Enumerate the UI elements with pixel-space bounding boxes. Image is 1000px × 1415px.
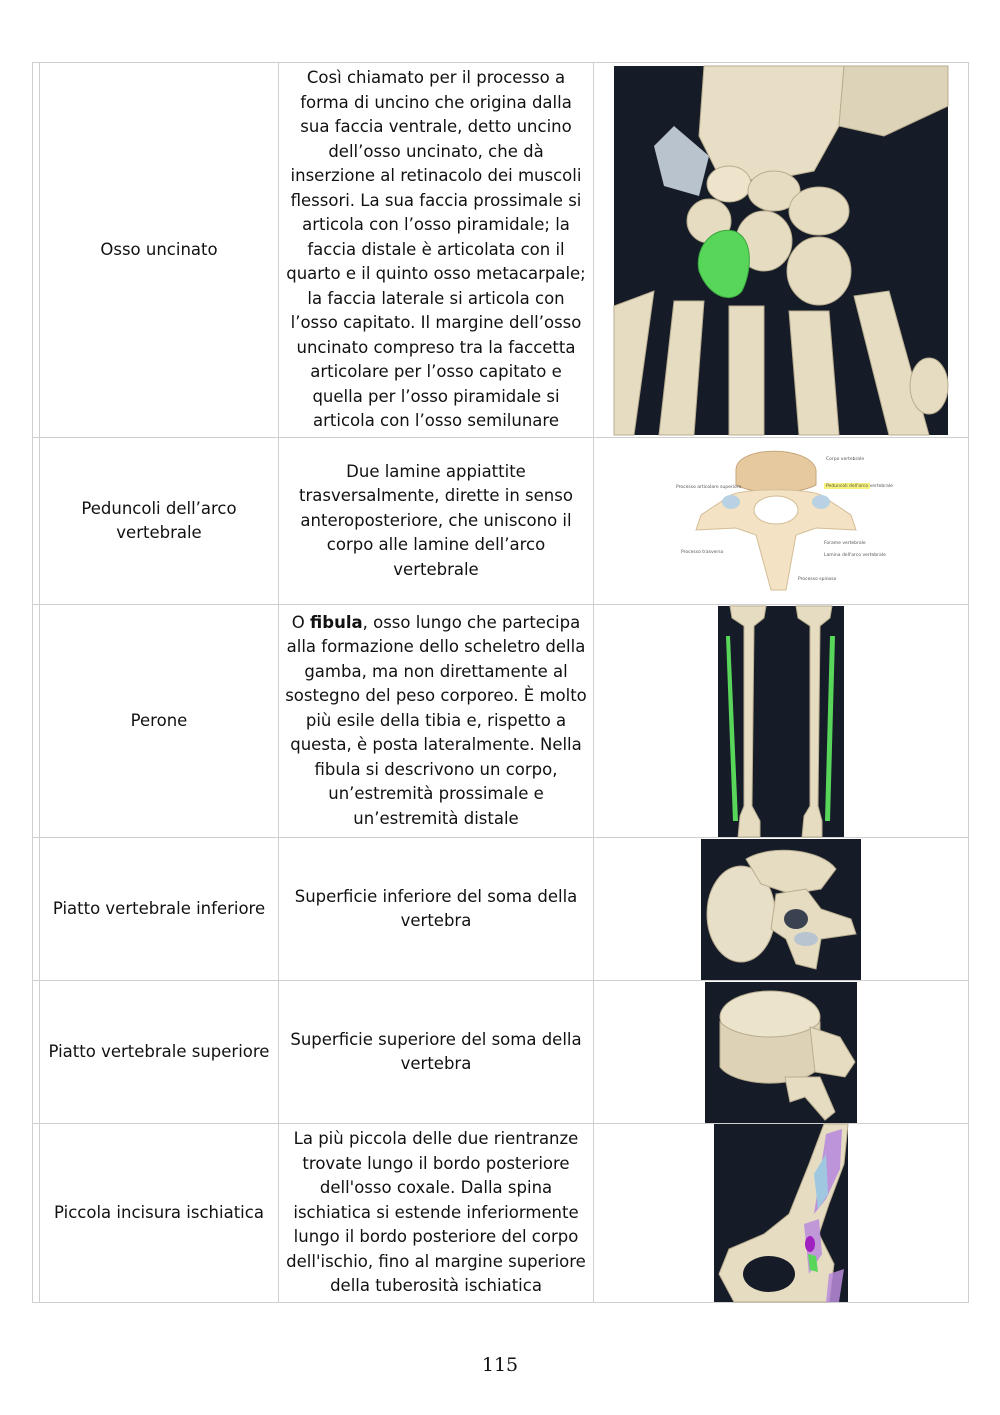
vertebra-inferior-illustration [701, 839, 861, 980]
table-row [33, 63, 969, 438]
label-processo-trasverso: Processo trasverso [681, 550, 724, 555]
label-lamina: Lamina dell'arco vertebrale [824, 553, 886, 558]
row-gutter [33, 438, 40, 605]
vertebra-superior-illustration [705, 982, 857, 1123]
label-corpo-vertebrale: Corpo vertebrale [826, 457, 865, 462]
row-gutter [33, 1124, 40, 1303]
hip-bone-illustration [714, 1124, 848, 1302]
image-cell [594, 605, 969, 838]
term-cell: Piatto vertebrale inferiore [40, 838, 279, 981]
term-cell: Perone [40, 605, 279, 838]
description-cell: Superficie inferiore del soma della vertebra [279, 838, 594, 981]
vertebra-superior-view-diagram [676, 440, 893, 602]
term-cell: Osso uncinato [40, 63, 279, 438]
glossary-table [32, 62, 969, 1303]
table-row [33, 981, 969, 1124]
image-cell [594, 1124, 969, 1303]
table-row [33, 838, 969, 981]
description-rest: , osso lungo che partecipa alla formazione dello scheletro della gamba, ma non direttamente al sostegno del peso corporeo. È molto più esile della tibia e, rispetto a questa, è posta lateralmente. Nella fibula si descrivono un corpo, un’estremità prossimale e un’estremità distale [285, 612, 587, 828]
description-prefix: O [291, 612, 305, 632]
term-cell: Peduncoli dell’arco vertebrale [40, 438, 279, 605]
term-cell: Piatto vertebrale superiore [40, 981, 279, 1124]
row-gutter [33, 981, 40, 1124]
image-cell [594, 981, 969, 1124]
label-forame-vertebrale: Forame vertebrale [824, 541, 866, 546]
term-cell: Piccola incisura ischiatica [40, 1124, 279, 1303]
label-peduncoli: Peduncoli dell'arco vertebrale [826, 484, 893, 489]
row-gutter [33, 63, 40, 438]
label-processo-spinoso: Processo spinoso [798, 577, 837, 582]
description-cell: Così chiamato per il processo a forma di uncino che origina dalla sua faccia ventrale, detto uncino dell’osso uncinato, che dà inserzione al retinacolo dei muscoli flessori. La sua faccia prossimale si articola con l’osso piramidale; la faccia distale è articolata con il quarto e il quinto osso metacarpale; la faccia laterale si articola con l’osso capitato. Il margine dell’osso uncinato compreso tra la faccetta articolare per l’osso capitato e quella per l’osso piramidale si articola con l’osso semilunare [279, 63, 594, 438]
description-cell: Due lamine appiattite trasversalmente, dirette in senso anteroposteriore, che uniscono il corpo alle lamine dell’arco vertebrale [279, 438, 594, 605]
wrist-bones-illustration [614, 66, 948, 435]
page-number: 115 [481, 1354, 519, 1376]
image-cell [594, 63, 969, 438]
image-cell [594, 838, 969, 981]
description-cell: Superficie superiore del soma della vertebra [279, 981, 594, 1124]
description-cell [279, 605, 594, 838]
row-gutter [33, 605, 40, 838]
label-processo-articolare: Processo articolare superiore [676, 485, 742, 490]
row-gutter [33, 838, 40, 981]
table-row [33, 438, 969, 605]
description-bold-term: fibula [310, 612, 363, 632]
leg-bones-illustration [718, 606, 844, 837]
table-row [33, 1124, 969, 1303]
image-cell [594, 438, 969, 605]
description-cell: La più piccola delle due rientranze trovate lungo il bordo posteriore dell'osso coxale. Dalla spina ischiatica si estende inferiormente lungo il bordo posteriore del corpo dell'ischio, fino al margine superiore della tuberosità ischiatica [279, 1124, 594, 1303]
table-row [33, 605, 969, 838]
